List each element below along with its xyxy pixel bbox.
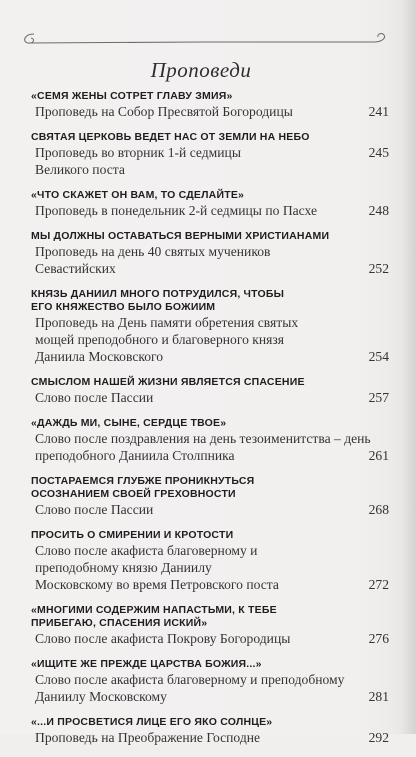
toc-entry[interactable] bbox=[31, 376, 389, 406]
toc-entry[interactable] bbox=[31, 658, 389, 705]
entry-description: Слово после акафиста Покрову Богородицы bbox=[35, 631, 291, 646]
entry-heading: МЫ ДОЛЖНЫ ОСТАВАТЬСЯ ВЕРНЫМИ ХРИСТИАНАМИ bbox=[31, 230, 330, 242]
toc-entry[interactable] bbox=[31, 230, 389, 277]
entry-description: Проповедь на Преображение Господне bbox=[35, 730, 261, 745]
entry-description: Проповедь на Собор Пресвятой Богородицы bbox=[35, 104, 293, 119]
entry-heading: СМЫСЛОМ НАШЕЙ ЖИЗНИ ЯВЛЯЕТСЯ СПАСЕНИЕ bbox=[31, 376, 305, 388]
entry-page-number: 257 bbox=[368, 390, 389, 405]
entry-heading: ПОСТАРАЕМСЯ ГЛУБЖЕ ПРОНИКНУТЬСЯ ОСОЗНАНИЕМ СВОЕЙ ГРЕХОВНОСТИ bbox=[31, 475, 255, 500]
table-of-contents bbox=[31, 90, 389, 757]
entry-description: Слово после Пассии bbox=[35, 390, 154, 405]
entry-heading: «ИЩИТЕ ЖЕ ПРЕЖДЕ ЦАРСТВА БОЖИЯ...» bbox=[31, 658, 262, 670]
entry-description: Слово после акафиста благоверному и преподобному князю Даниилу Московскому во время Петровского поста bbox=[35, 543, 279, 592]
entry-page-number: 272 bbox=[368, 577, 389, 592]
toc-entry[interactable] bbox=[31, 288, 389, 365]
header-ornament bbox=[14, 30, 392, 50]
entry-page-number: 268 bbox=[368, 502, 389, 517]
page-edge-shadow bbox=[402, 0, 416, 734]
toc-entry[interactable] bbox=[31, 529, 389, 593]
entry-page-number: 252 bbox=[368, 261, 389, 276]
entry-heading: «СЕМЯ ЖЕНЫ СОТРЕТ ГЛАВУ ЗМИЯ» bbox=[31, 90, 233, 102]
toc-entry[interactable] bbox=[31, 90, 389, 120]
toc-entry[interactable] bbox=[31, 131, 389, 178]
entry-heading: СВЯТАЯ ЦЕРКОВЬ ВЕДЕТ НАС ОТ ЗЕМЛИ НА НЕБО bbox=[31, 131, 310, 143]
entry-page-number: 254 bbox=[368, 349, 389, 364]
toc-entry[interactable] bbox=[31, 189, 389, 219]
toc-entry[interactable] bbox=[31, 716, 389, 746]
entry-heading: «ДАЖДЬ МИ, СЫНЕ, СЕРДЦЕ ТВОЕ» bbox=[31, 417, 227, 429]
entry-description: Проповедь во вторник 1-й седмицы Великого поста bbox=[35, 145, 241, 177]
entry-heading: КНЯЗЬ ДАНИИЛ МНОГО ПОТРУДИЛСЯ, ЧТОБЫ ЕГО КНЯЖЕСТВО БЫЛО БОЖИИМ bbox=[31, 288, 285, 313]
section-title: Проповеди bbox=[150, 58, 252, 82]
entry-page-number: 292 bbox=[368, 730, 389, 745]
entry-description: Слово после поздравления на день тезоименитства – день преподобного Даниила Столпника bbox=[35, 431, 371, 463]
entry-page-number: 245 bbox=[368, 145, 389, 160]
entry-description: Проповедь в понедельник 2-й седмицы по Пасхе bbox=[35, 203, 318, 218]
entry-heading: ПРОСИТЬ О СМИРЕНИИ И КРОТОСТИ bbox=[31, 529, 234, 541]
entry-page-number: 241 bbox=[368, 104, 389, 119]
entry-heading: «...И ПРОСВЕТИСЯ ЛИЦЕ ЕГО ЯКО СОЛНЦЕ» bbox=[31, 716, 273, 728]
toc-entry[interactable] bbox=[31, 417, 389, 464]
entry-page-number: 276 bbox=[368, 631, 389, 646]
entry-page-number: 281 bbox=[368, 689, 389, 704]
entry-page-number: 248 bbox=[368, 203, 389, 218]
entry-description: Слово после акафиста благоверному и преподобному Даниилу Московскому bbox=[35, 672, 345, 704]
entry-heading: «МНОГИМИ СОДЕРЖИМ НАПАСТЬМИ, К ТЕБЕ ПРИБЕГАЮ, СПАСЕНИЯ ИСКИЙ» bbox=[31, 604, 277, 629]
entry-description: Проповедь на День памяти обретения святых мощей преподобного и благоверного князя Даниила Московского bbox=[35, 315, 299, 364]
entry-description: Слово после Пассии bbox=[35, 502, 154, 517]
toc-entry[interactable] bbox=[31, 604, 389, 647]
entry-description: Проповедь на день 40 святых мучеников Севастийских bbox=[35, 244, 271, 276]
toc-entry[interactable] bbox=[31, 475, 389, 518]
entry-page-number: 261 bbox=[368, 448, 389, 463]
entry-heading: «ЧТО СКАЖЕТ ОН ВАМ, ТО СДЕЛАЙТЕ» bbox=[31, 189, 245, 201]
